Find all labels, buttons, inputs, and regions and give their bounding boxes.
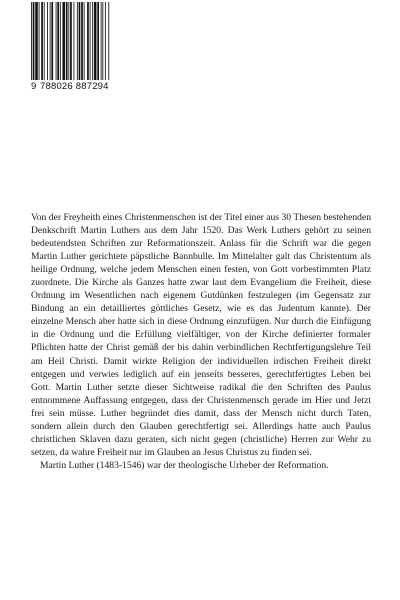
isbn-lead-digit: 9 xyxy=(31,81,37,92)
isbn-barcode xyxy=(31,2,128,102)
author-note-paragraph: Martin Luther (1483-1546) war der theologische Urheber der Reformation. xyxy=(40,459,329,471)
barcode-bars xyxy=(31,2,128,80)
description-paragraph: Von der Freyheith eines Christenmenschen ist der Titel einer aus 30 Thesen bestehenden Denkschrift Martin Luthers aus dem Jahr 1520. Das Werk Luthers gehört zu seinen bedeutendsten Schriften zur Reformationszeit. Anlass für die Schrift war die gegen Martin Luther gerichtete päpstliche Bannbulle. Im Mittelalter galt das Christentum als heilige Ordnung, welche jedem Menschen einen festen, von Gott vorbestimmten Platz zuordnete. Die Kirche als Ganzes hatte zwar laut dem Evangelium die Freiheit, diese Ordnung im Wesentlichen nach eigenem Gutdünken festzulegen (im Gegensatz zur Bindung an ein detailliertes göttliches Gesetz, wie es das Judentum kannte). Der einzelne Mensch aber hatte sich in diese Ordnung einzufügen. Nur durch die Einfügung in die Ordnung und die Erfüllung vielfältiger, von der Kirche definierter formaler Pflichten hatte der Christ gemäß der bis dahin verbindlichen Rechtfertigungslehre Teil am Heil Christi. Damit wirkte Religion der individuellen irdischen Freiheit direkt entgegen und verwies lediglich auf ein jenseits besseres, gerechtfertigtes Leben bei Gott. Martin Luther setzte dieser Sichtweise radikal die den Schriften des Paulus entnommene Auffassung entgegen, dass der Christenmensch gerade im Hier und Jetzt frei sein müsse. Luther begründet dies damit, dass der Mensch nicht durch Taten, sondern allein durch den Glauben gerechtfertigt sei. Allerdings hatte auch Paulus christlichen Sklaven dazu geraten, sich nicht gegen (christliche) Herren zur Wehr zu setzen, da wahre Freiheit nur im Glauben an Jesus Christus zu finden sei. xyxy=(31,212,371,458)
isbn-digits: 788026 887294 xyxy=(40,81,109,92)
book-description xyxy=(31,211,371,472)
isbn-number xyxy=(31,81,128,92)
